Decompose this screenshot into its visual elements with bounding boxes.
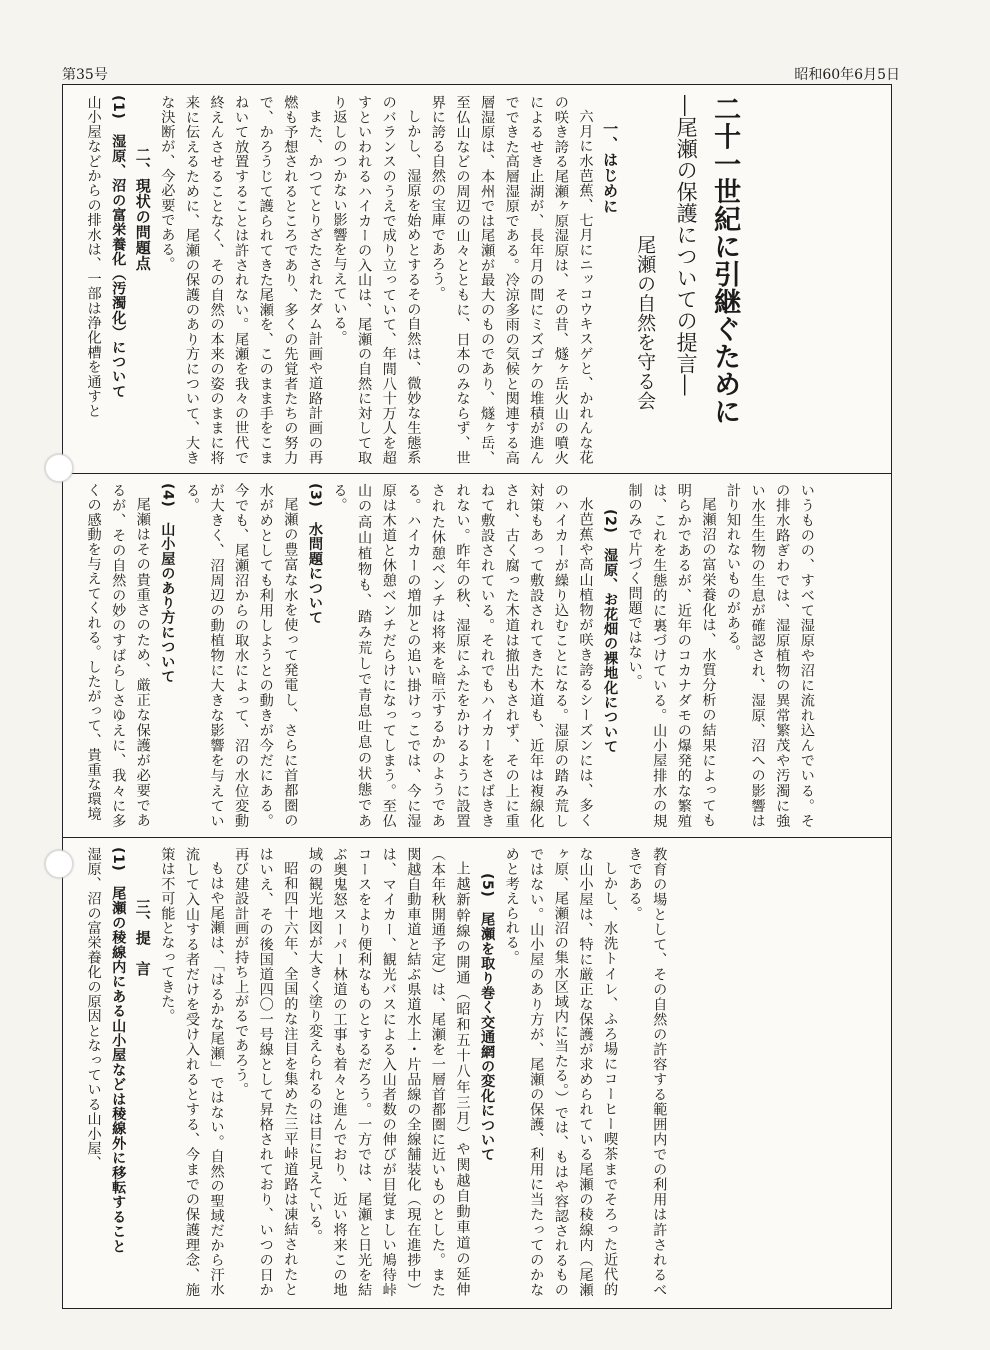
- paragraph: いうものの、すべて湿原や沼に流れ込んでいる。その排水路ぎわでは、湿原植物の異常繁茂や汚濁に強い水生生物の生息が確認され、湿原、沼への影響は計り知れないものがある。: [725, 483, 815, 828]
- issue-number: 第35号: [62, 67, 108, 83]
- paragraph: しかし、湿原を始めとするその自然は、微妙な生態系のバランスのうえで成り立っていて、年間八十万人を超すといわれるハイカーの入山は、尾瀬の自然に対して取り返しのつかない影響を与えている。: [331, 95, 422, 465]
- band-bottom-column: [81, 847, 671, 1297]
- paragraph: 尾瀬沼の富栄養化は、水質分析の結果によっても明らかであるが、近年のコカナダモの爆発的な繁殖は、これを生態的に裏づけている。山小屋排水の規制のみで片づく問題ではない。: [626, 483, 717, 828]
- paragraph: 上越新幹線の開通（昭和五十八年三月）や関越自動車道の延伸（本年秋開通予定）は、尾瀬を一層首都圏に近いものとした。また関越自動車道と結ぶ県道水上・片品線の全線舗装化（現在進捗中）は、マイカー、観光バスによる入山者数の伸びが目覚ましい鳩待峠コースをより便利なものとするだろう。一方では、尾瀬と日光を結ぶ奥鬼怒スーパー林道の工事も着々と進んでおり、近い将来この地域の観光地図が大きく塗り変えられるのは目に見えている。: [306, 847, 471, 1297]
- band-divider: [63, 837, 891, 838]
- paragraph: 水芭蕉や高山植物が咲き誇るシーズンには、多くのハイカーが繰り込むことになる。湿原の踏み荒し対策もあって敷設されてきた木道も、近年は複線化され、古く腐った木道は撤出もされず、その上に重ねて敷設されている。それでもハイカーをさばききれない。昨年の秋、湿原にふたをかけるように設置された休憩ベンチは将来を暗示するかのようである。ハイカーの増加との追い掛けっこでは、今に湿原は木道と休憩ベンチだらけになってしまう。至仏山の高山植物も、踏み荒しで青息吐息の状態である。: [331, 483, 594, 828]
- subsection-heading: (3) 水問題について: [306, 483, 323, 625]
- paragraph: 教育の場として、その自然の許容する範囲内での利用は許されるべきである。: [626, 847, 668, 1297]
- paragraph: 尾瀬の豊富な水を使って発電し、さらに首都圏の水がめとしても利用しようとの動きが今だにある。今でも、尾瀬沼からの取水によって、沼の水位変動が大きく、沼周辺の動植物に大きな影響を与えている。: [183, 483, 299, 828]
- paragraph: 山小屋などからの排水は、一部は浄化槽を通すと: [85, 95, 102, 419]
- paragraph: 六月に水芭蕉、七月にニッコウキスゲと、かれんな花の咲き誇る尾瀬ヶ原湿原は、その昔、燧ヶ岳火山の噴火によるせき止湖が、長年月の間にミズゴケの堆積が進んでできた高層湿原である。冷涼多雨の気候と関連する高層湿原は、本州では尾瀬が最大のものであり、燧ヶ岳、至仏山などの周辺の山々とともに、日本のみならず、世界に誇る自然の宝庫であろう。: [429, 95, 594, 465]
- section-heading-proposal: 三、提 言: [133, 899, 152, 977]
- subsection-heading: (1) 尾瀬の稜線内にある山小屋などは稜線外に移転すること: [110, 847, 127, 1254]
- band-middle: [81, 483, 873, 828]
- paragraph: 昭和四十六年、全国的な注目を集めた三平峠道路は凍結されたとはいえ、その後国道四〇一号線として昇格されており、いつの日か再び建設計画が持ち上がるであろう。: [233, 847, 299, 1297]
- paragraph: しかし、水洗トイレ、ふろ場にコーヒー喫茶までそろった近代的な山小屋は、特に厳正な保護が求められている尾瀬の稜線内（尾瀬ヶ原、尾瀬沼の集水区域内に当たる。）では、もはや容認されるものではない。山小屋のあり方が、尾瀬の保護、利用に当たってのかなめと考えられる。: [503, 847, 619, 1297]
- section-heading-problems: 二、現状の問題点: [133, 147, 152, 271]
- subsection-heading: (5) 尾瀬を取り巻く交通網の変化について: [479, 873, 496, 1162]
- subsection-heading: (4) 山小屋のあり方について: [159, 483, 176, 684]
- newsletter-sheet: [62, 84, 892, 1309]
- subsection-heading: (1) 湿原、沼の富栄養化（汚濁化）について: [110, 95, 127, 399]
- paragraph: 湿原、沼の富栄養化の原因となっている山小屋、: [85, 847, 102, 1171]
- band-middle-column: [81, 483, 819, 828]
- page-header: [62, 62, 900, 84]
- band-bottom: [81, 847, 873, 1297]
- article-title: 二十一世紀に引継ぐために: [709, 95, 741, 425]
- punch-hole: [45, 454, 73, 482]
- paragraph: もはや尾瀬は、「はるかな尾瀬」ではない。自然の聖域だから汗水流して入山する者だけを受け入れるとする、今までの保護理念、施策は不可能となってきた。: [159, 847, 225, 1297]
- punch-hole: [45, 850, 73, 878]
- paragraph: 尾瀬はその貴重さのため、厳正な保護が必要であるが、その自然の妙のすばらしさゆえに、我々に多くの感動を与えてくれる。したがって、貴重な環境: [85, 483, 151, 828]
- paragraph: また、かつてとりざたされたダム計画や道路計画の再燃も予想されるところであり、多くの先覚者たちの努力で、かろうじて護られてきた尾瀬を、このまま手をこまねいて放置することは許されない。尾瀬を我々の世代で終えんさせることなく、その自然の本来の姿のままに将来に伝えるために、尾瀬の保護のあり方について、大きな決断が、今必要である。: [159, 95, 323, 465]
- article-author: 尾瀬の自然を守る会: [634, 235, 657, 411]
- band-top-column: [81, 95, 744, 465]
- issue-date: 昭和60年6月5日: [794, 67, 900, 83]
- band-divider: [63, 473, 891, 474]
- section-heading-intro: 一、はじめに: [601, 121, 620, 214]
- article-subtitle: ―尾瀬の保護についての提言―: [674, 95, 699, 396]
- subsection-heading: (2) 湿原、お花畑の裸地化について: [602, 509, 619, 754]
- band-top: [81, 95, 873, 465]
